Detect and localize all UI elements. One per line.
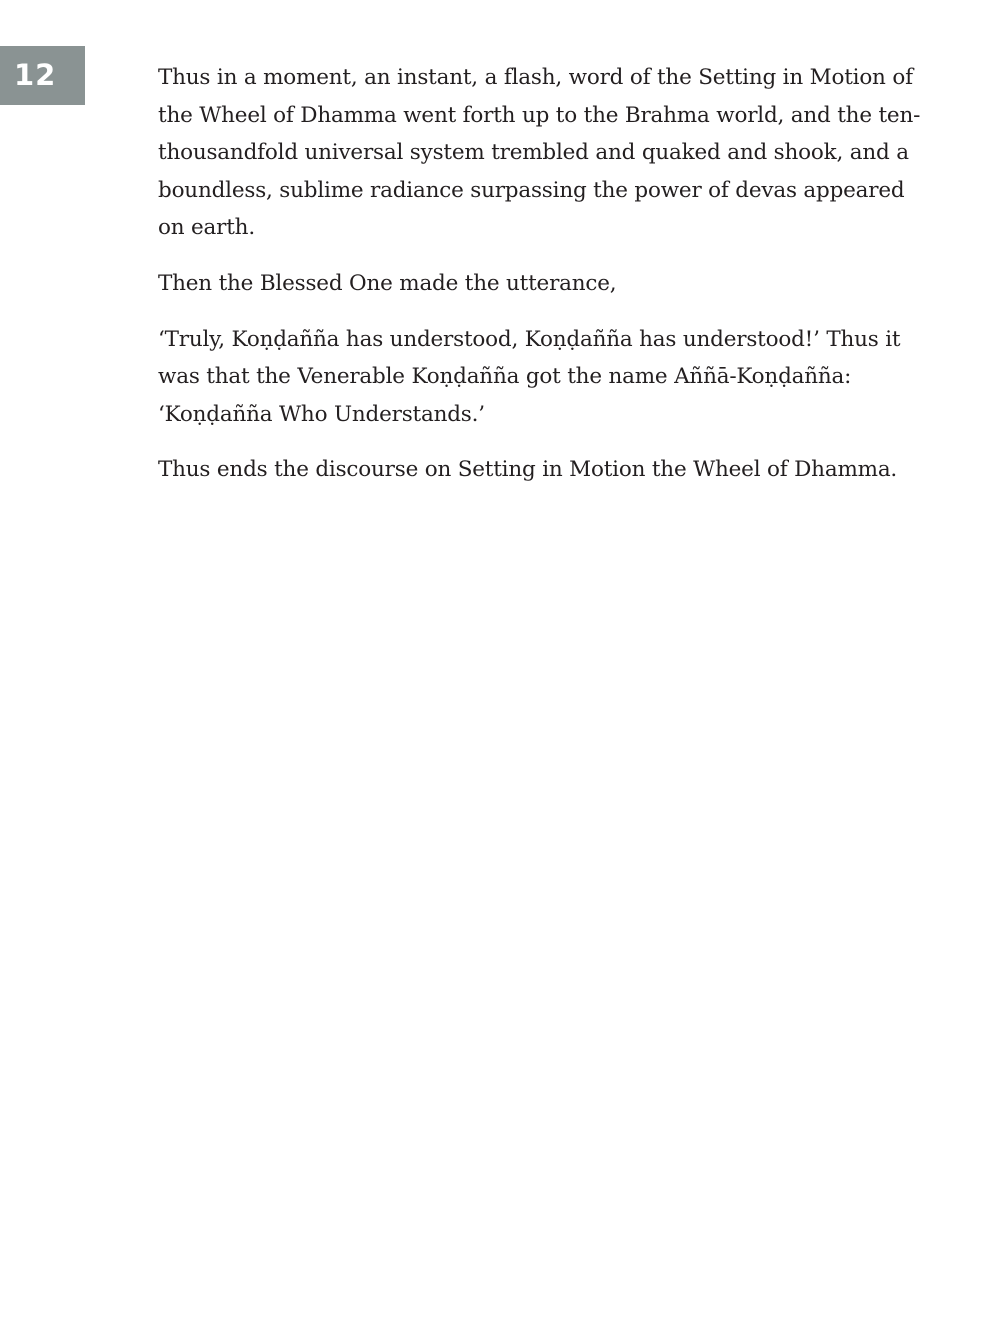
paragraph-3: ‘Truly, Koṇḍañña has understood, Koṇḍañña has understood!’ Thus it was that the Venerable Koṇḍañña got the name Aññā-Koṇḍañña: ‘Koṇḍañña Who Understands.’ [158,326,901,427]
paragraph-4: Thus ends the discourse on Setting in Motion the Wheel of Dhamma. [158,457,898,483]
paragraph-1: Thus in a moment, an instant, a flash, word of the Setting in Motion of the Wheel of Dhamma went forth up to the Brahma world, and the ten-thousandfold universal system trembled and quaked and shook, and a boundless, sublime radiance surpassing the power of devas appeared on earth. [158,65,921,241]
paragraph-2: Then the Blessed One made the utterance, [158,270,617,296]
body-text [158,59,933,507]
page-number: 12 [0,46,85,105]
